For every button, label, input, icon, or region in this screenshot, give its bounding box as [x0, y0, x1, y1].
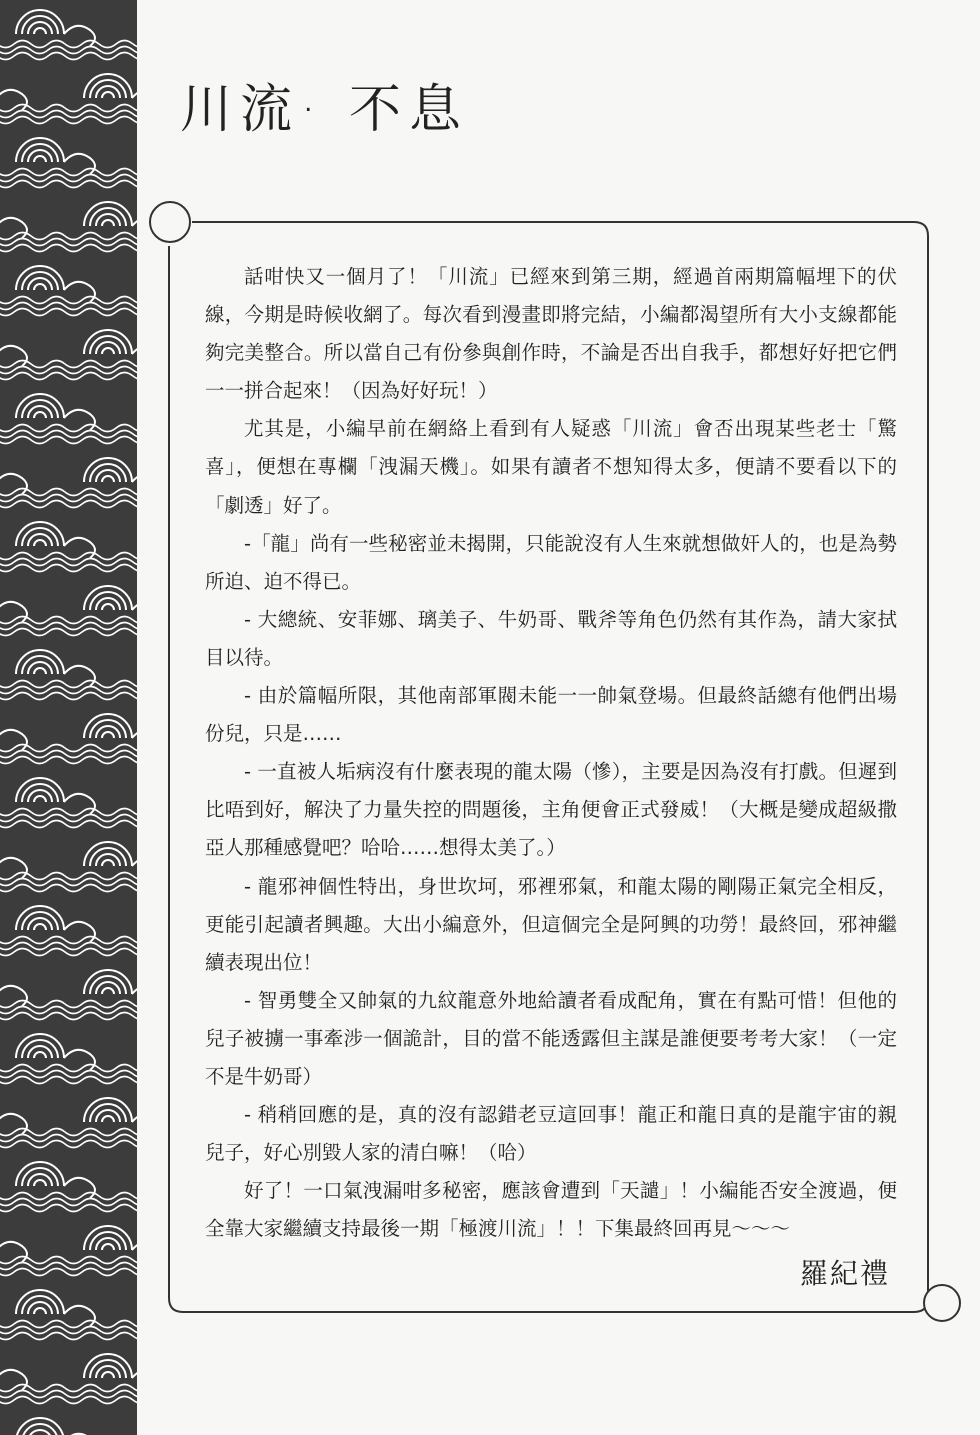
paragraph: - 一直被人垢病沒有什麼表現的龍太陽（慘），主要是因為沒有打戲。但遲到比唔到好，解決了力量失控的問題後，主角便會正式發威！（大概是變成超級撒亞人那種感覺吧？哈哈……想得太美了。） — [205, 760, 897, 860]
article-body — [205, 258, 897, 1248]
paragraph: - 由於篇幅所限，其他南部軍閥未能一一帥氣登場。但最終話總有他們出場份兒，只是…… — [205, 684, 897, 746]
paragraph: - 智勇雙全又帥氣的九紋龍意外地給讀者看成配角，實在有點可惜！但他的兒子被擄一事牽涉一個詭計，目的當不能透露但主謀是誰便要考考大家！（一定不是牛奶哥） — [205, 988, 897, 1088]
paragraph: 話咁快又一個月了！「川流」已經來到第三期，經過首兩期篇幅埋下的伏線，今期是時候收網了。每次看到漫畫即將完結，小編都渴望所有大小支線都能夠完美整合。所以當自己有份參與創作時，不論是否出自我手，都想好好把它們一一拼合起來！（因為好好玩！） — [205, 265, 897, 403]
paragraph: - 龍邪神個性特出，身世坎坷，邪裡邪氣，和龍太陽的剛陽正氣完全相反，更能引起讀者興趣。大出小編意外，但這個完全是阿興的功勞！最終回，邪神繼續表現出位！ — [205, 874, 897, 974]
author-signature: 羅紀禮 — [799, 1257, 890, 1290]
paragraph: 尤其是，小編早前在網絡上看到有人疑惑「川流」會否出現某些老士「驚喜」，便想在專欄「洩漏天機」。如果有讀者不想知得太多，便請不要看以下的「劇透」好了。 — [205, 417, 897, 517]
paragraph: - 大總統、安菲娜、璃美子、牛奶哥、戰斧等角色仍然有其作為，請大家拭目以待。 — [205, 607, 897, 669]
paragraph: - 稍稍回應的是，真的沒有認錯老豆這回事！龍正和龍日真的是龍宇宙的親兒子，好心別毀人家的清白嘛！（哈） — [205, 1103, 897, 1165]
paragraph: -「龍」尚有一些秘密並未揭開，只能說沒有人生來就想做奸人的，也是為勢所迫、迫不得已。 — [205, 531, 897, 593]
page-title: 川流· 不息 — [180, 80, 470, 140]
paragraph: 好了！一口氣洩漏咁多秘密，應該會遭到「天譴」！小編能否安全渡過，便全靠大家繼續支持最後一期「極渡川流」！！下集最終回再見～～～ — [205, 1179, 897, 1241]
